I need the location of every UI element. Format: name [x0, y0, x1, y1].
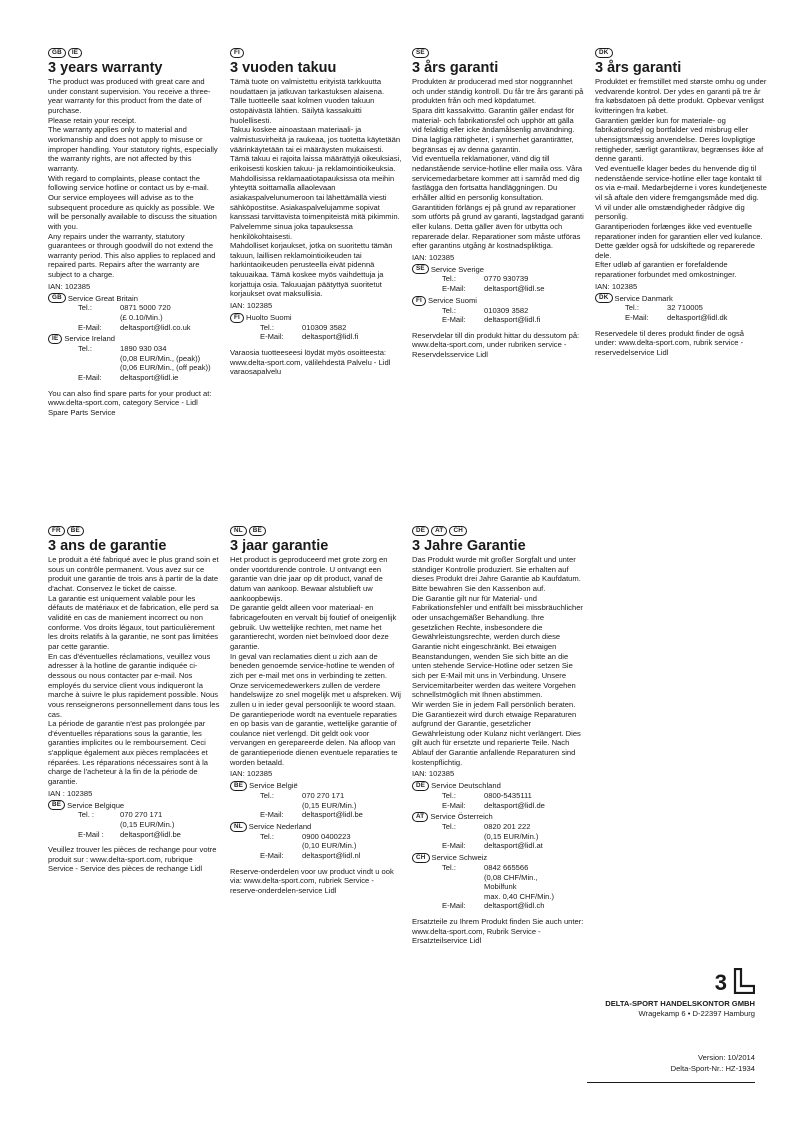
service-value: deltasport@lidl.fi	[484, 315, 541, 325]
service-name: Service Nederland	[248, 822, 312, 832]
service-value: Mobilfunk	[484, 882, 517, 892]
service-value: deltasport@lidl.de	[484, 800, 545, 810]
service-row	[230, 832, 402, 842]
service-label: Tel.:	[442, 274, 456, 284]
service-row	[412, 791, 584, 801]
ian-number: IAN: 102385	[230, 769, 273, 779]
spare-parts-note: Reserve-onderdelen voor uw product vindt u ook via: www.delta-sport.com, rubriek Service - reserve-onderdelen-service Lidl	[230, 866, 394, 895]
section-title: 3 ans de garantie	[48, 538, 167, 554]
service-row	[48, 810, 220, 820]
brand-logo	[587, 968, 755, 994]
service-heading	[595, 293, 767, 303]
service-row	[412, 315, 584, 325]
service-row	[48, 373, 220, 383]
service-label	[412, 873, 472, 883]
warranty-paragraph: Wir werden Sie in jedem Fall persönlich beraten. Die Garantiezeit wird durch etwaige Reparaturen aufgrund der Garantie, gesetzlicher Gewährleistung oder Kulanz nicht verlängert. Dies gilt auch für ersetzte und reparierte Teile. Nach Ablauf der Garantie anfallende Reparaturen sind kostenpflichtig.	[412, 699, 581, 767]
service-row	[412, 801, 584, 811]
ian-number: IAN: 102385	[595, 281, 638, 291]
warranty-text	[412, 77, 584, 251]
service-heading	[230, 313, 402, 323]
warranty-paragraph: Ved eventuelle klager bedes du henvende dig til nedenstående service-hotline eller tage kontakt til os via e-mail. Medarbejderne i vores kundetjeneste vil så aftale den videre fremgangsmåde med dig. Vi vil under alle omstændigheder rådgive dig personlig.	[595, 163, 767, 222]
warranty-text	[595, 77, 767, 280]
spare-parts-note: Ersatzteile zu Ihrem Produkt finden Sie auch unter: www.delta-sport.com, Rubrik Service - Ersatzteilservice Lidl	[412, 916, 584, 946]
country-badge: IE	[68, 48, 82, 58]
service-row	[48, 303, 220, 313]
service-label: Tel. :	[78, 810, 95, 820]
service-country-badge: FI	[412, 296, 426, 306]
warranty-paragraph: The product was produced with great care and under constant supervision. You receive a three-year warranty for this product from the date of purchase.	[48, 77, 211, 115]
country-badge: AT	[431, 526, 447, 536]
service-value: deltasport@lidl.se	[484, 284, 545, 293]
service-label: E-Mail:	[625, 312, 649, 322]
service-contact	[48, 800, 220, 839]
service-value: deltasport@lidl.at	[484, 841, 543, 851]
service-row	[595, 303, 767, 313]
warranty-paragraph: Das Produkt wurde mit großer Sorgfalt und unter ständiger Kontrolle produziert. Sie erhalten auf dieses Produkt drei Jahre Garantie ab Kaufdatum.	[412, 555, 581, 584]
service-heading	[412, 296, 584, 306]
service-country-badge: FI	[230, 313, 244, 323]
section-se	[412, 48, 584, 360]
service-value: 0770 930739	[484, 274, 529, 284]
language-badges	[230, 48, 402, 58]
service-label: E-Mail:	[260, 851, 284, 860]
service-value: deltasport@lidl.co.uk	[120, 322, 191, 332]
service-contact	[412, 812, 584, 851]
service-row	[412, 873, 584, 883]
service-country-badge: BE	[48, 800, 65, 810]
service-value: deltasport@lidl.fi	[302, 332, 359, 342]
service-value: (0,10 EUR/Min.)	[302, 841, 357, 851]
spare-parts-note: You can also find spare parts for your product at: www.delta-sport.com, category Service - Lidl Spare Parts Service	[48, 388, 212, 417]
service-label	[48, 313, 108, 323]
ian-number: IAN: 102385	[412, 769, 455, 779]
service-value: deltasport@lidl.dk	[667, 312, 728, 322]
service-contact	[412, 296, 584, 325]
service-label: Tel.:	[442, 863, 456, 872]
service-row	[48, 344, 220, 354]
language-badges	[595, 48, 767, 58]
service-label: E-Mail:	[442, 800, 466, 810]
warranty-paragraph: Tämä tuote on valmistettu erityistä tarkkuutta noudattaen ja jatkuvan tarkastuksen alaisena. Tälle tuotteelle saat kolmen vuoden takuun ostopäivästä lähtien. Säilytä kassakuitti huolellisesti.	[230, 77, 385, 125]
country-badge: SE	[412, 48, 429, 58]
company-name: DELTA-SPORT HANDELSKONTOR GMBH	[605, 999, 755, 1008]
service-name: Service Deutschland	[431, 781, 501, 791]
ian-number: IAN: 102385	[48, 281, 91, 291]
service-row	[48, 820, 220, 830]
service-country-badge: DE	[412, 781, 429, 791]
service-row	[230, 810, 402, 820]
service-row	[48, 830, 220, 840]
country-badge: NL	[230, 526, 247, 536]
service-row	[412, 841, 584, 851]
service-country-badge: BE	[230, 781, 247, 791]
warranty-paragraph: Bitte bewahren Sie den Kassenbon auf.	[412, 583, 546, 593]
service-row	[230, 332, 402, 342]
country-badge: DK	[595, 48, 613, 58]
service-row	[48, 363, 220, 373]
service-value: (0,08 EUR/Min., (peak))	[120, 353, 201, 363]
service-label: E-Mail:	[78, 322, 102, 332]
service-label: E-Mail:	[260, 810, 284, 820]
service-label: E-Mail:	[260, 332, 284, 342]
service-heading	[48, 293, 220, 303]
service-contact	[595, 293, 767, 322]
service-label: Tel.:	[260, 791, 274, 801]
warranty-paragraph: Please retain your receipt.	[48, 115, 137, 125]
service-row	[412, 284, 584, 294]
service-value: 070 270 171	[120, 810, 163, 820]
service-value: deltasport@lidl.be	[120, 829, 181, 839]
service-row	[595, 313, 767, 323]
section-fr	[48, 526, 220, 874]
language-badges	[412, 48, 584, 58]
service-label: E-Mail:	[442, 841, 466, 851]
service-heading	[412, 781, 584, 791]
service-country-badge: DK	[595, 293, 613, 303]
service-row	[412, 882, 584, 892]
service-row	[230, 791, 402, 801]
service-value: max. 0,40 CHF/Min.)	[484, 891, 555, 901]
service-label: Tel.:	[78, 303, 92, 313]
warranty-paragraph: Produkten är producerad med stor noggrannhet och under ständig kontroll. Du får tre års garanti på produkten från och med köpdatumet.	[412, 77, 584, 106]
country-badge: FR	[48, 526, 65, 536]
service-row	[48, 323, 220, 333]
service-row	[230, 851, 402, 861]
service-value: (£ 0.10/Min.)	[120, 312, 163, 322]
language-badges	[48, 526, 220, 536]
service-name: Service Österreich	[430, 812, 493, 822]
warranty-text	[48, 555, 220, 787]
service-label: Tel.:	[442, 791, 456, 801]
service-row	[412, 892, 584, 902]
service-value: deltasport@lidl.ch	[484, 901, 545, 911]
service-label: Tel.:	[625, 303, 639, 313]
service-value: deltasport@lidl.be	[302, 810, 363, 820]
country-badge: FI	[230, 48, 244, 58]
spare-parts-note: Reservdelar till din produkt hittar du dessutom på: www.delta-sport.com, under rubriken service - Reservdelsservice Lidl	[412, 330, 580, 360]
article-number: Delta-Sport-Nr.: HZ-1934	[670, 1063, 755, 1073]
service-value: (0,15 EUR/Min.)	[302, 800, 357, 810]
section-title: 3 years warranty	[48, 60, 163, 76]
service-value: 0842 665566	[484, 863, 529, 872]
service-label	[230, 841, 290, 851]
section-title: 3 vuoden takuu	[230, 60, 337, 76]
service-label	[230, 801, 290, 811]
language-badges	[412, 526, 584, 536]
warranty-paragraph: De garantie geldt alleen voor materiaal- en fabricagefouten en vervalt bij foutief of oneigenlijk gebruik. Uw wettelijke rechten, met name het garantierecht, worden niet beïnvloed door deze garantie.	[230, 603, 397, 651]
service-value: 010309 3582	[484, 305, 529, 315]
service-heading	[412, 812, 584, 822]
service-label: E-Mail:	[442, 315, 466, 325]
service-label	[48, 820, 108, 830]
service-value: deltasport@lidl.nl	[302, 851, 361, 860]
spare-parts-note: Varaosia tuotteeseesi löydät myös osoitteesta: www.delta-sport.com, välilehdestä Palvelu - Lidl varaosapalvelu	[230, 347, 391, 377]
company-footer	[587, 968, 755, 1019]
section-title: 3 jaar garantie	[230, 538, 329, 554]
warranty-paragraph: In geval van reclamaties dient u zich aan de beneden genoemde service-hotline te wenden of zich per e-mail met ons in verbinding te zetten. Onze servicemedewerkers zullen de verdere handelswijze zo snel mogelijk met u afspreken. Wij zullen u in ieder geval persoonlijk te woord staan.	[230, 651, 401, 709]
service-country-badge: CH	[412, 853, 430, 863]
service-row	[412, 274, 584, 284]
service-row	[412, 901, 584, 911]
service-value: (0,15 EUR/Min.)	[120, 819, 175, 829]
service-value: 0820 201 222	[484, 822, 531, 832]
service-label	[412, 832, 472, 842]
service-name: Service Schweiz	[431, 853, 488, 863]
service-label: Tel.:	[442, 305, 456, 315]
service-name: Service Sverige	[430, 264, 484, 274]
service-contact	[48, 293, 220, 332]
company-address: Wragekamp 6 • D-22397 Hamburg	[638, 1009, 755, 1018]
service-label: E-Mail:	[78, 372, 102, 382]
service-value: 32 710005	[667, 303, 703, 313]
warranty-paragraph: De garantieperiode wordt na eventuele reparaties en op basis van de garantie, wettelijke garantie of coulance niet verlengd. Dit geldt ook voor vervangen en gerepareerde delen. Na afloop van de garantieperiode dienen eventuele reparaties te worden betaald.	[230, 709, 398, 767]
service-name: Huolto Suomi	[246, 312, 292, 322]
service-value: 0800-5435111	[484, 791, 532, 801]
warranty-paragraph: Efter udløb af garantien er forefaldende reparationer forbundet med omkostninger.	[595, 260, 737, 280]
warranty-text	[412, 555, 584, 767]
version: Version: 10/2014	[698, 1053, 755, 1062]
warranty-paragraph: Produktet er fremstillet med største omhu og under vedvarende kontrol. Der ydes en garanti på tre år fra købsdatoen på dette produkt. Opbevar venligst kvitteringen fra købet.	[595, 77, 767, 115]
service-row	[412, 822, 584, 832]
service-label: Tel.:	[442, 822, 456, 832]
service-row	[230, 323, 402, 333]
service-heading	[412, 853, 584, 863]
warranty-text	[48, 77, 220, 280]
service-row	[412, 306, 584, 316]
service-label: Tel.:	[78, 344, 92, 354]
spare-parts-note: Reservedele til deres produkt finder de også under: www.delta-sport.com, rubrik service - reservedelservice Lidl	[595, 328, 745, 357]
service-name: Service Belgique	[67, 800, 125, 810]
warranty-text	[230, 77, 402, 299]
service-value: (0,15 EUR/Min.)	[484, 831, 539, 841]
service-contact	[412, 781, 584, 810]
service-row	[230, 801, 402, 811]
country-badge: BE	[249, 526, 266, 536]
service-name: Service België	[249, 781, 298, 791]
warranty-paragraph: Mahdolliset korjaukset, jotka on suoritettu tämän takuun, laillisen reklamointioikeuden tai harkintaoikeuden perusteella eivät pidennä takuuaikaa. Tämä koskee myös vaihdettuja ja korjattuja osia. Takuuajan päätyttyä suoritetut korjaukset ovat maksullisia.	[230, 241, 393, 299]
service-country-badge: GB	[48, 293, 66, 303]
service-contact	[230, 822, 402, 861]
country-badge: CH	[449, 526, 467, 536]
warranty-paragraph: Mahdollisissa reklamaatiotapauksissa ota meihin yhteyttä soittamalla allaolevaan asiakaspalvelunumeroon tai lähettämällä viesti sähköpostitse. Asiakaspalvelujamme sopivat kanssasi tarvittavista toimenpiteistä mitä pikimmin. Palvelemme sinua joka tapauksessa henkilökohtaisesti.	[230, 173, 400, 241]
service-value: (0,06 EUR/Min., (off peak))	[120, 363, 211, 373]
ian-number: IAN: 102385	[412, 252, 455, 262]
warranty-paragraph: Spara ditt kassakvitto. Garantin gäller endast för material- och fabrikationsfel och upphör att gälla vid felaktig eller icke ändamålsenlig användning. Dina lagliga rättigheter, i synnerhet garantirätter, begränsas ej av denna garantin.	[412, 105, 575, 154]
section-title: 3 Jahre Garantie	[412, 538, 526, 554]
service-contact	[412, 853, 584, 911]
service-name: Service Danmark	[614, 293, 673, 303]
service-heading	[48, 800, 220, 810]
service-country-badge: AT	[412, 812, 428, 822]
country-badge: DE	[412, 526, 429, 536]
service-row	[412, 863, 584, 873]
service-value: 010309 3582	[302, 322, 347, 332]
service-value: (0,08 CHF/Min.,	[484, 872, 538, 882]
service-row	[230, 841, 402, 851]
service-label	[48, 354, 108, 364]
service-value: 070 270 171	[302, 791, 345, 801]
warranty-paragraph: Le produit a été fabriqué avec le plus grand soin et sous un contrôle permanent. Vous avez sur ce produit une garantie de trois ans à partir de la date d'achat. Conservez le ticket de caisse.	[48, 555, 219, 593]
section-title: 3 års garanti	[412, 60, 499, 76]
service-value: 1890 930 034	[120, 344, 167, 354]
country-badge: GB	[48, 48, 66, 58]
warranty-paragraph: Garantiperioden forlænges ikke ved eventuelle reparationer inden for garantien eller ved kulance. Dette gælder også for udskiftede og reparerede dele.	[595, 221, 763, 260]
service-country-badge: NL	[230, 822, 247, 832]
service-label	[412, 882, 472, 892]
section-title: 3 års garanti	[595, 60, 682, 76]
footer-rule	[587, 1082, 755, 1083]
warranty-paragraph: With regard to complaints, please contact the following service hotline or contact us by e-mail.	[48, 173, 209, 193]
warranty-paragraph: Vid eventuella reklamationer, vänd dig till nedanstående service-hotline eller maila oss. Våra servicemedarbetare kommer att i samråd med dig fastlägga den fortsatta handläggningen. Du erhåller alltid en personlig konsultation.	[412, 154, 583, 202]
warranty-paragraph: En cas d'éventuelles réclamations, veuillez vous adresser à la hotline de garantie indiquée ci-dessous ou nous contacter par e-mail. Nos employés du service client vous indiqueront la marche à suivre le plus rapidement possible. Nous vous renseignerons personnellement dans tous les cas.	[48, 651, 220, 719]
ian-number: IAN : 102385	[48, 788, 93, 798]
service-row	[48, 354, 220, 364]
section-de	[412, 526, 584, 946]
language-badges	[48, 48, 220, 58]
service-value: 0900 0400223	[302, 831, 351, 841]
warranty-paragraph: Takuu koskee ainoastaan materiaali- ja valmistusvirheitä ja raukeaa, jos tuotetta käytetään väärinkäytetään tai ei määräysten mukaisesti. Tämä takuu ei rajoita laissa määrättyjä oikeuksiasi, erikoisesti koskien takuu- ja reklamointioikeuksia.	[230, 125, 402, 173]
service-heading	[230, 822, 402, 832]
service-label: E-Mail:	[442, 284, 466, 293]
service-contact	[230, 313, 402, 342]
warranty-paragraph: Garantitiden förlängs ej på grund av reparationer som utförts på grund av garanti, lagstadgad garanti eller kulans. Detta gäller även för utbytta och reparerade delar. Reparationer som måste utföras efter garantins utgång är kostnadspliktiga.	[412, 202, 584, 251]
service-name: Service Suomi	[428, 295, 477, 305]
service-value: deltasport@lidl.ie	[120, 372, 179, 382]
service-label: Tel.:	[260, 831, 274, 841]
service-label	[412, 892, 472, 902]
warranty-paragraph: Garantien gælder kun for materiale- og fabrikationsfejl og bortfalder ved misbrug eller uhensigtsmæssig anvendelse. Deres lovpligtige rettigheder, særligt garantikrav, begrænses ikke af denne garanti.	[595, 115, 764, 164]
version-info	[587, 1053, 755, 1074]
service-heading	[230, 781, 402, 791]
service-name: Service Great Britain	[67, 293, 138, 303]
service-value: 0871 5000 720	[120, 303, 171, 313]
service-contact	[48, 334, 220, 382]
section-en	[48, 48, 220, 418]
service-label	[48, 363, 108, 373]
warranty-paragraph: Die Garantie gilt nur für Material- und Fabrikationsfehler und entfällt bei missbräuchlicher oder unsachgemäßer Behandlung. Ihre gesetzlichen Rechte, insbesondere die Gewährleistungsrechte, werden durch diese Garantie nicht eingeschränkt. Bei etwaigen Beanstandungen, wenden Sie sich bitte an die unten stehende Service-Hotline oder setzen Sie sich per E-Mail mit uns in Verbindung. Unsere Servicemitarbeiter werden das weitere Vorgehen schnellstmöglich mit Ihnen abstimmen.	[412, 593, 583, 700]
warranty-paragraph: The warranty applies only to material and workmanship and does not apply to misuse or improper handling. Your statutory rights, especially the warranty rights, are not affected by this warranty.	[48, 125, 218, 173]
l-logo-icon	[733, 968, 755, 994]
logo-number: 3	[714, 970, 727, 995]
service-heading	[48, 334, 220, 344]
service-label: E-Mail :	[78, 829, 104, 839]
service-row	[48, 313, 220, 323]
service-label: Tel.:	[260, 322, 274, 332]
service-label: E-Mail:	[442, 901, 466, 911]
ian-number: IAN: 102385	[230, 301, 273, 311]
service-country-badge: IE	[48, 334, 62, 344]
warranty-text	[230, 555, 402, 767]
warranty-paragraph: Any repairs under the warranty, statutory guarantees or through goodwill do not extend the warranty period. This also applies to replaced and repaired parts. Repairs after the warranty are subject to a charge.	[48, 231, 216, 280]
section-dk	[595, 48, 767, 358]
section-fi	[230, 48, 402, 377]
warranty-paragraph: La garantie est uniquement valable pour les défauts de matériaux et de fabrication, elle perd sa validité en cas de maniement incorrect ou non conforme. Vos droits légaux, tout particulièrement les droits relatifs à la garantie, ne sont pas limitées par cette garantie.	[48, 593, 219, 651]
language-badges	[230, 526, 402, 536]
service-contact	[230, 781, 402, 820]
service-name: Service Ireland	[64, 334, 116, 344]
warranty-paragraph: Het product is geproduceerd met grote zorg en onder voortdurende controle. U ontvangt een garantie van drie jaar op dit product, vanaf de datum van aankoop. Bewaar alstublieft uw aankoopbewijs.	[230, 555, 388, 603]
service-contact	[412, 264, 584, 293]
service-row	[412, 832, 584, 842]
warranty-paragraph: La période de garantie n'est pas prolongée par d'éventuelles réparations sous la garantie, les garanties implicites ou le remboursement. Ceci s'applique également aux pièces remplacées et réparées. Les réparations nécessaires sont à la charge de l'acheteur à la fin de la période de garantie.	[48, 719, 208, 787]
spare-parts-note: Veuillez trouver les pièces de rechange pour votre produit sur : www.delta-sport.com, rubrique Service - Service des pièces de rechange Lidl	[48, 845, 217, 874]
service-heading	[412, 264, 584, 274]
section-nl	[230, 526, 402, 896]
warranty-paragraph: Our service employees will advise as to the subsequent procedure as quickly as possible. We will be personally available to discuss the situation with you.	[48, 192, 217, 231]
service-country-badge: SE	[412, 264, 429, 274]
country-badge: BE	[67, 526, 84, 536]
